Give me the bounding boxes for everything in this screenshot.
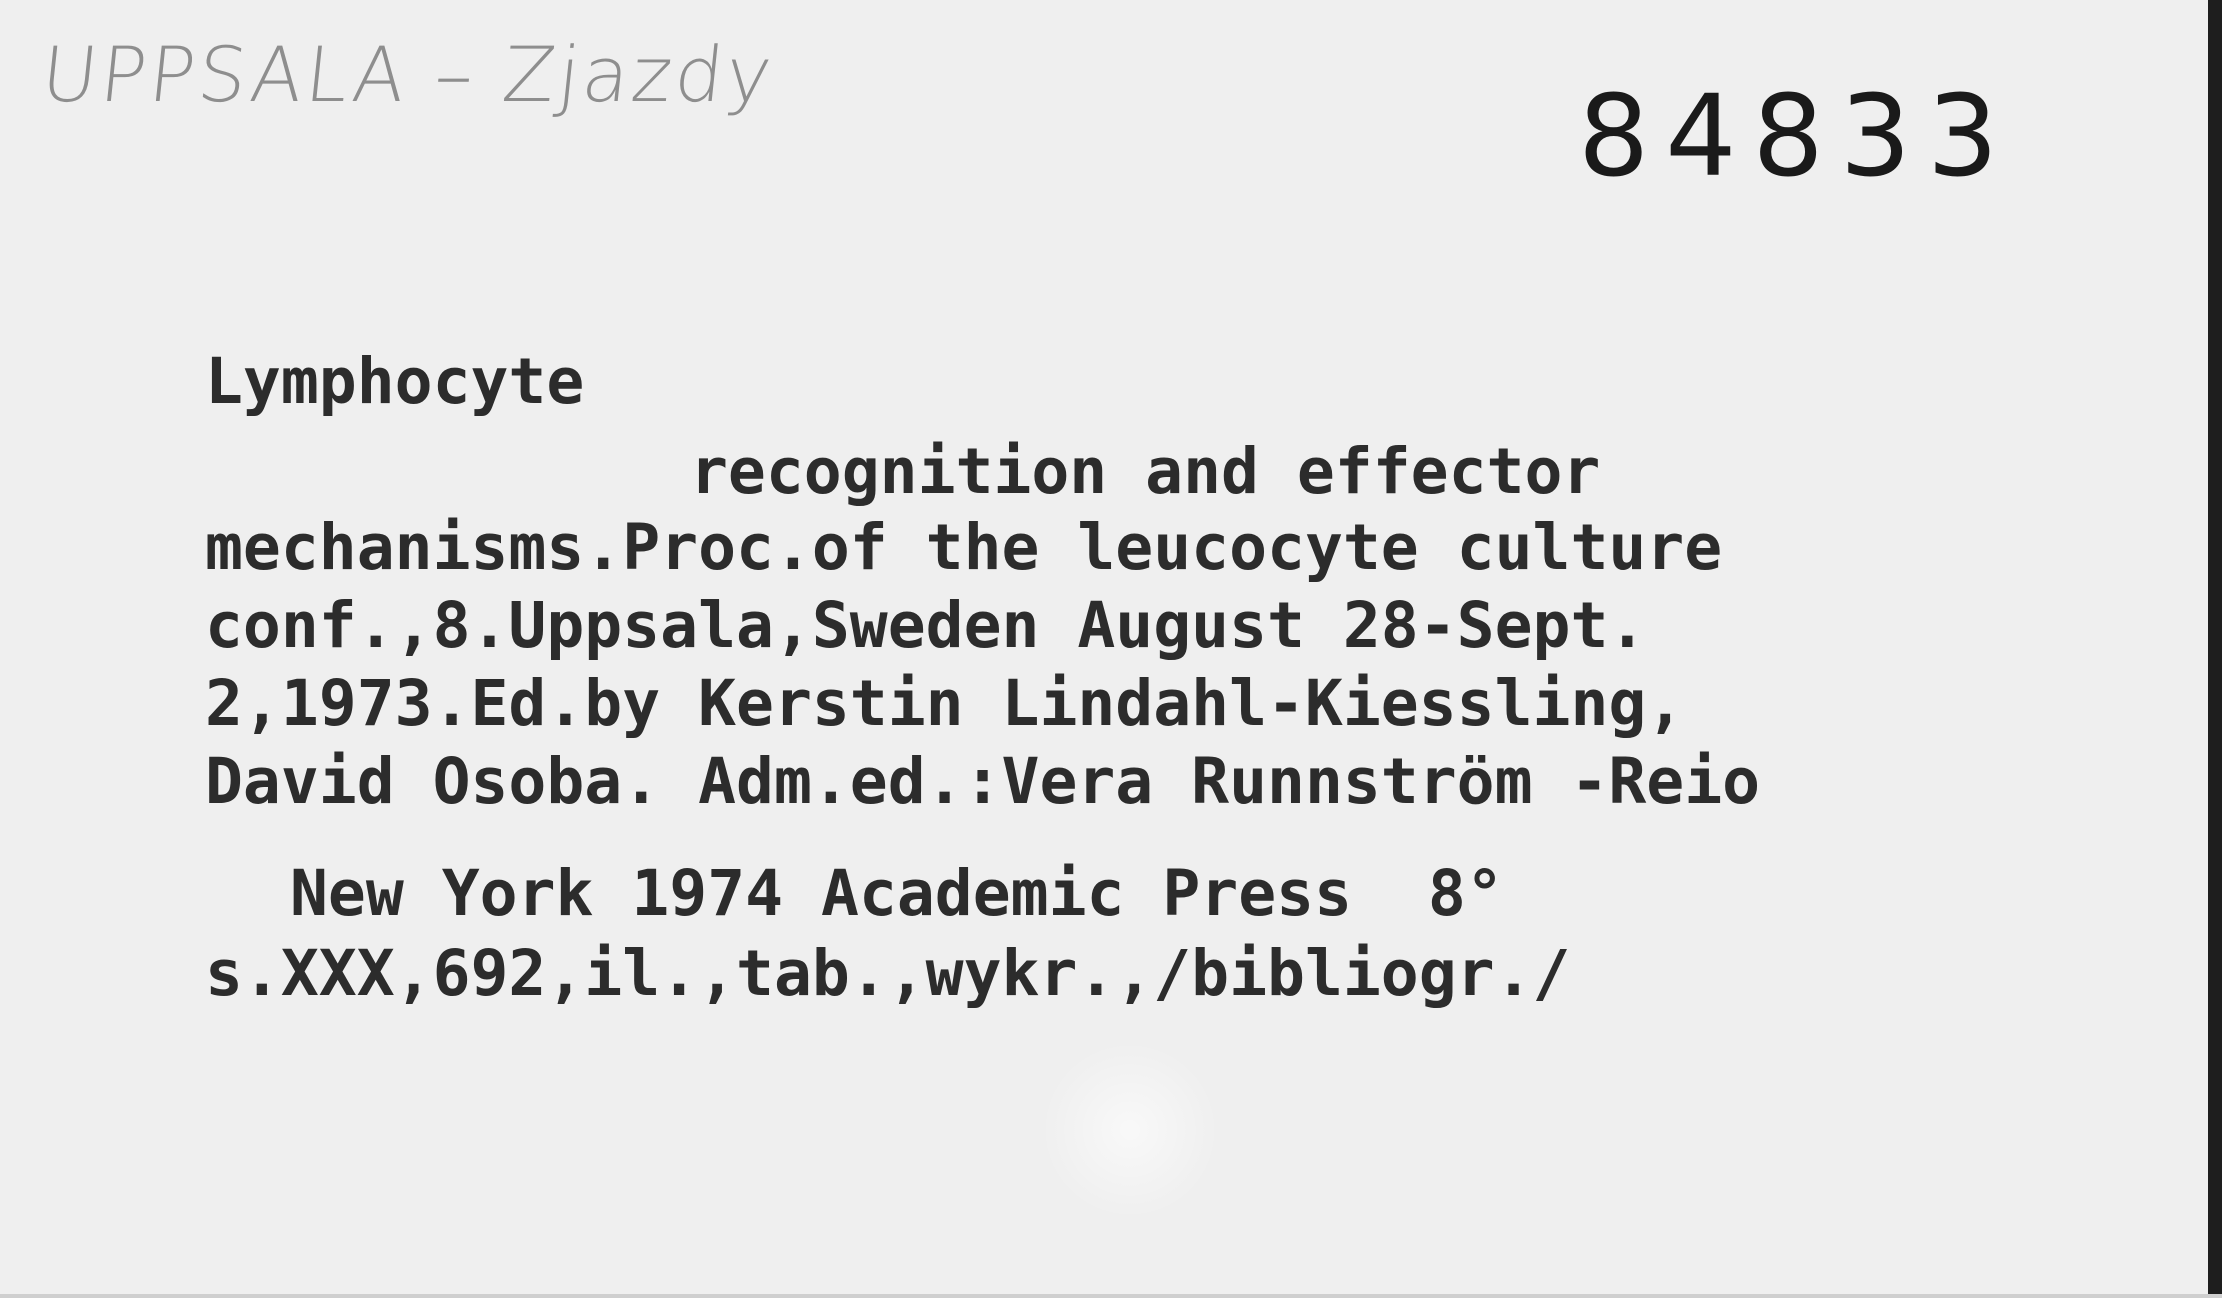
paper-smudge — [1040, 1040, 1220, 1220]
publication-line: New York 1974 Academic Press 8° — [290, 857, 1504, 930]
handwritten-heading: UPPSALA – Zjazdy — [37, 30, 779, 119]
catalog-number: 84833 — [1578, 72, 2015, 202]
card-bottom-edge — [0, 1294, 2222, 1298]
entry-line: conf.,8.Uppsala,Sweden August 28-Sept. — [205, 589, 1647, 662]
entry-line: 2,1973.Ed.by Kerstin Lindahl-Kiessling, — [205, 667, 1685, 740]
entry-line: David Osoba. Adm.ed.:Vera Runnström -Reio — [205, 745, 1761, 818]
entry-line: recognition and effector — [690, 435, 1601, 508]
entry-line: mechanisms.Proc.of the leucocyte culture — [205, 511, 1723, 584]
entry-title-line: Lymphocyte — [205, 345, 585, 418]
collation-line: s.XXX,692,il.,tab.,wykr.,/bibliogr./ — [205, 937, 1571, 1010]
card-edge-shadow — [2208, 0, 2222, 1298]
